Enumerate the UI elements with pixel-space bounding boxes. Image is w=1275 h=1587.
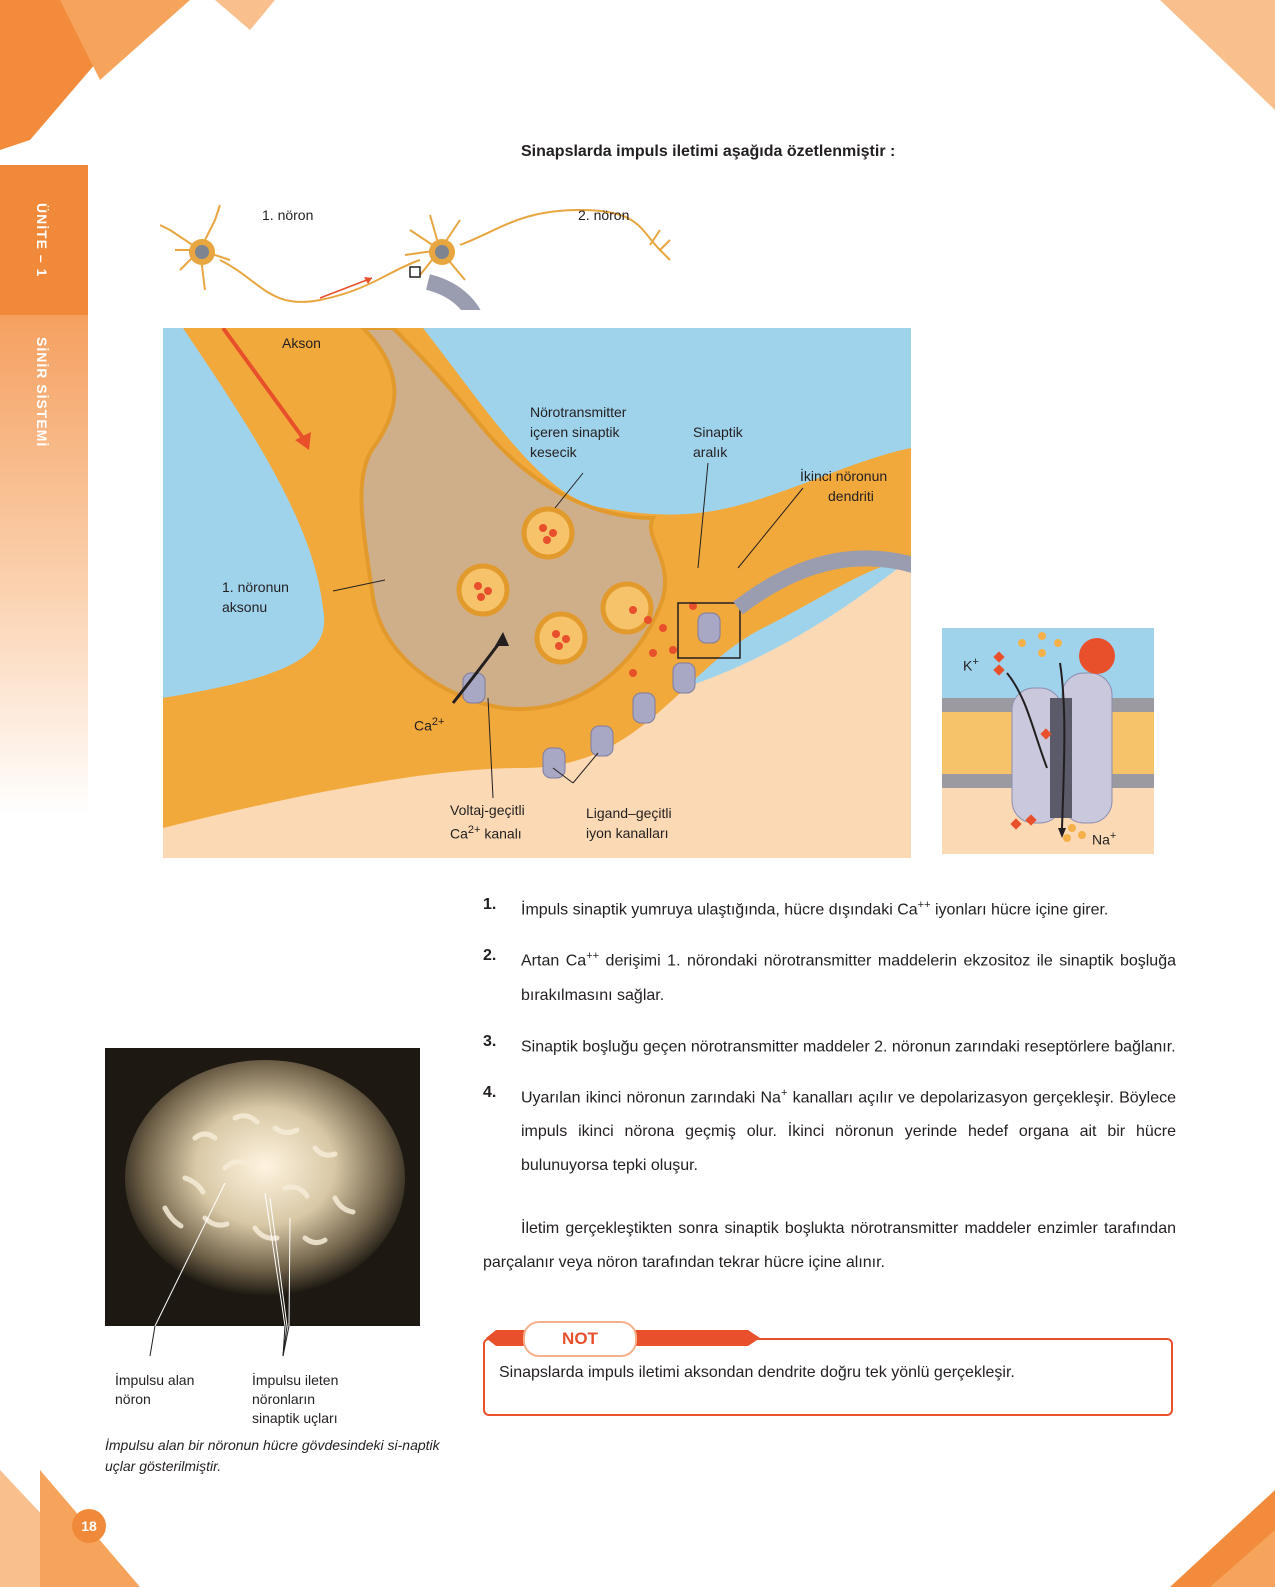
photo-label-left-2: nöron: [115, 1391, 151, 1407]
note-text: Sinapslarda impuls iletimi aksondan dendrite doğru tek yönlü gerçekleşir.: [499, 1364, 1015, 1381]
note-label: NOT: [523, 1321, 637, 1357]
k-ion-label: K+: [963, 656, 979, 674]
photo-label-right-3: sinaptik uçları: [252, 1410, 338, 1426]
vesicle-label-2: içeren sinaptik: [530, 424, 620, 440]
steps-list: [483, 888, 1176, 1195]
dendrite-label-2: dendriti: [828, 488, 874, 504]
list-item: 1. İmpuls sinaptik yumruya ulaştığında, hücre dışındaki Ca++ iyonları hücre içine girer.: [483, 896, 1109, 919]
photo-label-right-2: nöronların: [252, 1391, 316, 1407]
axon1-label-1: 1. nöronun: [222, 579, 289, 595]
neuron-sem-photo: [105, 1048, 420, 1326]
dendrite-label-1: İkinci nöronun: [800, 468, 888, 484]
list-item: 4. Uyarılan ikinci nöronun zarındaki Na+ kanalları açılır ve depolarizasyon gerçekleşir. Böylece impuls ikinci nörona geçmiş olur. İkinci nöronun yerinde hedef organa ait bir hücre bulunuyorsa tepki oluşur.: [483, 1083, 1177, 1175]
side-tab: [0, 165, 88, 815]
section-label: SİNİR SİSTEMİ: [34, 337, 50, 448]
summary-paragraph: İletim gerçekleştikten sonra sinaptik boşlukta nörotransmitter maddeler enzimler tarafından parçalanır veya nöron tarafından tekrar hücre içine alınır.: [483, 1220, 1176, 1271]
page-heading: Sinapslarda impuls iletimi aşağıda özetlenmiştir :: [521, 143, 896, 160]
cleft-label-1: Sinaptik: [693, 424, 743, 440]
vesicle-label-3: kesecik: [530, 444, 577, 460]
na-ion-label: Na+: [1092, 830, 1117, 848]
page-number: 18: [72, 1509, 106, 1543]
cleft-label-2: aralık: [693, 444, 728, 460]
photo-label-right-1: İmpulsu ileten: [252, 1372, 339, 1388]
voltage-channel-label-1: Voltaj-geçitli: [450, 802, 525, 818]
ligand-channel-label-2: iyon kanalları: [586, 825, 669, 841]
photo-label-left-1: İmpulsu alan: [115, 1372, 195, 1388]
list-item: 3. Sinaptik boşluğu geçen nörotransmitter maddeler 2. nöronun zarındaki reseptörlere bağlanır.: [483, 1032, 1176, 1055]
list-item: 2. Artan Ca++ derişimi 1. nörondaki nörotransmitter maddelerin ekzositoz ile sinaptik boşluğa bırakılmasını sağlar.: [483, 947, 1177, 1004]
photo-pointer-lines: [105, 1326, 420, 1366]
neuron1-label: 1. nöron: [262, 207, 314, 223]
axon1-label-2: aksonu: [222, 599, 268, 615]
ligand-channel-label-1: Ligand–geçitli: [586, 805, 672, 821]
akson-label: Akson: [282, 335, 321, 351]
neuron2-label: 2. nöron: [578, 207, 630, 223]
voltage-channel-label-2: $Ca^{2+}$ kanalı: [450, 824, 522, 842]
ca-ion-label: $Ca^{2+}$: [414, 716, 445, 734]
vesicle-label-1: Nörotransmitter: [530, 404, 627, 420]
photo-caption: İmpulsu alan bir nöronun hücre gövdesindeki si-naptik uçlar gösterilmiştir.: [105, 1437, 440, 1474]
unit-label: ÜNİTE – 1: [34, 203, 50, 278]
